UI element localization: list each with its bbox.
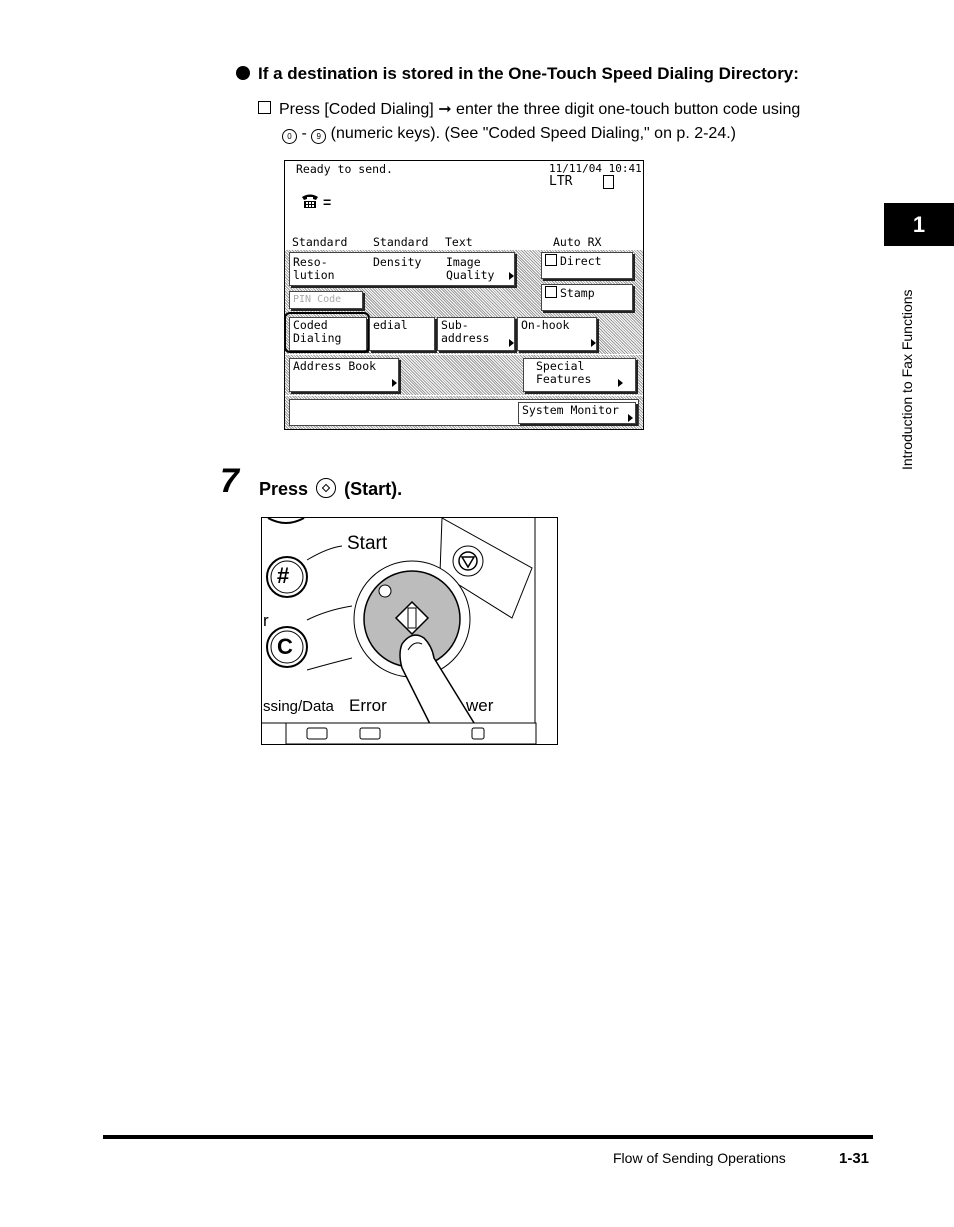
- resolution-value: Standard: [292, 235, 348, 249]
- numeric-key-0-icon: 0: [282, 129, 297, 144]
- resolution-button[interactable]: Reso- lution: [293, 255, 335, 282]
- bullet-icon: [236, 66, 250, 80]
- image-quality-button[interactable]: Image Quality: [446, 255, 495, 282]
- control-panel-illustration: [261, 517, 558, 745]
- checkbox-icon: [545, 286, 557, 298]
- checkbox-icon: [545, 254, 557, 266]
- footer-title: Flow of Sending Operations: [613, 1150, 786, 1166]
- hash-key[interactable]: #: [277, 563, 290, 588]
- clear-key[interactable]: C: [277, 634, 293, 659]
- on-hook-button[interactable]: On-hook: [517, 317, 597, 351]
- section-heading: If a destination is stored in the One-Touch Speed Dialing Directory:: [236, 64, 799, 84]
- datetime-text: 11/11/04 10:41: [549, 162, 642, 175]
- arrow-right-icon: [509, 272, 514, 280]
- page-number: 1-31: [839, 1150, 870, 1167]
- paper-orientation-icon: [603, 175, 614, 189]
- chapter-side-label: Introduction to Fax Functions: [899, 289, 915, 470]
- image-quality-value: Text: [445, 235, 473, 249]
- density-button[interactable]: Density: [373, 255, 422, 269]
- fax-number-equals: =: [323, 194, 332, 210]
- step-number: 7: [220, 462, 239, 500]
- address-book-button[interactable]: Address Book: [289, 358, 399, 392]
- checkbox-icon: [258, 101, 271, 114]
- power-label: wer: [466, 696, 494, 715]
- status-text: Ready to send.: [296, 162, 393, 176]
- partial-label: r: [263, 611, 269, 630]
- instruction-text: Press [Coded Dialing] ➞ enter the three digit one-touch button code using 0 - 9 (numeric keys). (See "Coded Speed Dialing," on p. 2-24.): [258, 98, 800, 146]
- density-value: Standard: [373, 235, 429, 249]
- arrow-right-icon: [392, 379, 397, 387]
- pin-code-button[interactable]: PIN Code: [289, 291, 363, 309]
- telephone-icon: [301, 193, 319, 209]
- start-key-icon: [316, 478, 336, 498]
- special-features-button[interactable]: Special Features: [523, 358, 636, 392]
- system-monitor-button[interactable]: System Monitor: [518, 402, 636, 424]
- step-instruction: Press (Start).: [259, 479, 403, 499]
- redial-button[interactable]: edial: [369, 317, 435, 351]
- arrow-right-icon: [618, 379, 623, 387]
- rx-mode-value: Auto RX: [553, 235, 602, 249]
- subaddress-button[interactable]: Sub- address: [437, 317, 515, 351]
- fax-touch-screen: [284, 160, 644, 430]
- error-label: Error: [349, 696, 387, 715]
- chapter-tab: 1: [884, 203, 954, 246]
- arrow-right-icon: [509, 339, 514, 347]
- arrow-right-icon: [628, 414, 633, 422]
- start-label: Start: [347, 533, 388, 554]
- stamp-button[interactable]: Stamp: [541, 284, 633, 311]
- paper-size-text: LTR: [549, 174, 573, 189]
- arrow-right-icon: [591, 339, 596, 347]
- coded-dialing-highlight: [284, 312, 370, 353]
- numeric-key-9-icon: 9: [311, 129, 326, 144]
- footer-rule: [103, 1135, 873, 1139]
- direct-button[interactable]: Direct: [541, 252, 633, 279]
- coded-dialing-button[interactable]: Coded Dialing: [289, 317, 367, 351]
- processing-data-label: ssing/Data: [263, 698, 334, 715]
